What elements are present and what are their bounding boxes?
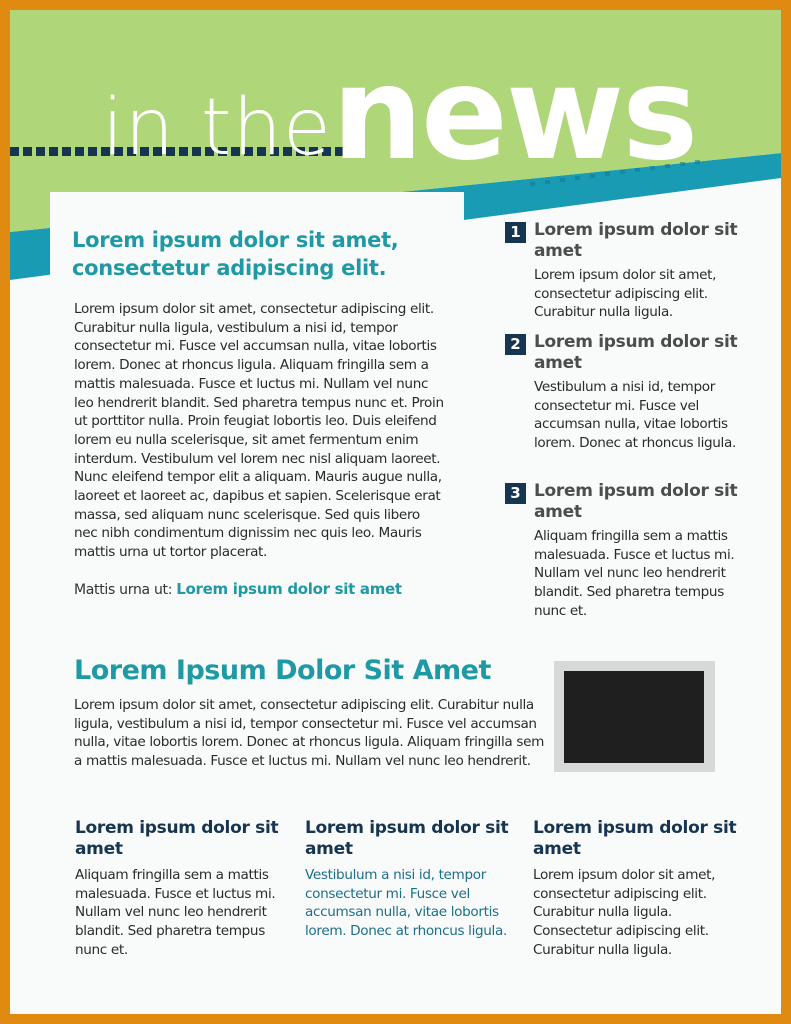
sidebar-item-body: Aliquam fringilla sem a mattis malesuada. Fusce et luctus mi. Nullam vel nunc leo hendrerit blandit. Sed pharetra tempus nunc et. xyxy=(534,528,735,619)
column-body: Vestibulum a nisi id, tempor consectetur mi. Fusce vel accumsan nulla, vitae lobortis lorem. Donec at rhoncus ligula. xyxy=(305,867,507,940)
sidebar-number-badge: 1 xyxy=(505,222,526,243)
photo-placeholder xyxy=(564,671,704,763)
sidebar-item-body: Vestibulum a nisi id, tempor consectetur mi. Fusce vel accumsan nulla, vitae lobortis lorem. Donec at rhoncus ligula. xyxy=(534,379,736,452)
read-more-prefix: Mattis urna ut: xyxy=(74,582,173,598)
column-2 xyxy=(305,818,509,941)
dash-segment xyxy=(10,147,19,156)
column-body: Aliquam fringilla sem a mattis malesuada. Fusce et luctus mi. Nullam vel nunc leo hendrerit blandit. Sed pharetra tempus nunc et. xyxy=(75,867,276,958)
dash-segment xyxy=(88,147,97,156)
column-1 xyxy=(75,818,279,960)
read-more-link[interactable]: Lorem ipsum dolor sit amet xyxy=(176,580,402,598)
dash-segment xyxy=(62,147,71,156)
lead-article-body: Lorem ipsum dolor sit amet, consectetur adipiscing elit. Curabitur nulla ligula, vestibulum a nisi id, tempor consectetur mi. Fusce vel accumsan nulla, vitae lobortis lorem. Donec at rhoncus ligula. Aliquam fringilla sem a mattis malesuada. Fusce et luctus mi. Nullam vel nunc leo hendrerit blandit. Sed pharetra tempus nunc et. Proin ut porttitor nulla. Proin feugiat lobortis leo. Duis eleifend lorem eu nulla scelerisque, sit amet fermentum enim interdum. Vestibulum vel lorem nec nisl aliquam laoreet. Nunc eleifend tempor elit a aliquam. Mauris augue nulla, laoreet et laoreet ac, dapibus et sapien. Scelerisque erat massa, sed aliquam nunc scelerisque. Sed quis libero nec nibh condimentum dignissim nec quis leo. Mauris mattis urna ut tortor placerat. xyxy=(74,301,444,561)
sidebar-number-badge: 2 xyxy=(505,334,526,355)
masthead-title xyxy=(102,40,696,189)
sidebar-number-badge: 3 xyxy=(505,483,526,504)
sidebar-item-title: Lorem ipsum dolor sit amet xyxy=(534,481,738,522)
column-title: Lorem ipsum dolor sit amet xyxy=(305,818,509,859)
column-3 xyxy=(533,818,737,960)
sidebar-item-title: Lorem ipsum dolor sit amet xyxy=(534,332,738,373)
sidebar-item-title: Lorem ipsum dolor sit amet xyxy=(534,220,738,261)
masthead-word: news xyxy=(331,40,697,189)
section-heading: Lorem Ipsum Dolor Sit Amet xyxy=(74,655,491,686)
column-title: Lorem ipsum dolor sit amet xyxy=(75,818,279,859)
masthead-prefix: in the xyxy=(102,83,332,173)
dash-segment xyxy=(36,147,45,156)
dash-segment xyxy=(75,147,84,156)
lead-article-heading: Lorem ipsum dolor sit amet, consectetur adipiscing elit. xyxy=(72,228,399,280)
column-body: Lorem ipsum dolor sit amet, consectetur adipiscing elit. Curabitur nulla ligula. Consectetur adipiscing elit. Curabitur nulla ligula. xyxy=(533,867,716,958)
lead-read-more xyxy=(74,580,402,598)
sidebar-item-body: Lorem ipsum dolor sit amet, consectetur adipiscing elit. Curabitur nulla ligula. xyxy=(534,267,717,321)
dash-segment xyxy=(23,147,32,156)
photo-placeholder-frame xyxy=(554,661,715,772)
section-body: Lorem ipsum dolor sit amet, consectetur adipiscing elit. Curabitur nulla ligula, vestibulum a nisi id, tempor consectetur mi. Fusce vel accumsan nulla, vitae lobortis lorem. Donec at rhoncus ligula. Aliquam fringilla sem a mattis malesuada. Fusce et luctus mi. Nullam vel nunc leo hendrerit. xyxy=(74,697,544,770)
column-title: Lorem ipsum dolor sit amet xyxy=(533,818,737,859)
newsletter-page xyxy=(10,10,781,1014)
dash-segment xyxy=(49,147,58,156)
